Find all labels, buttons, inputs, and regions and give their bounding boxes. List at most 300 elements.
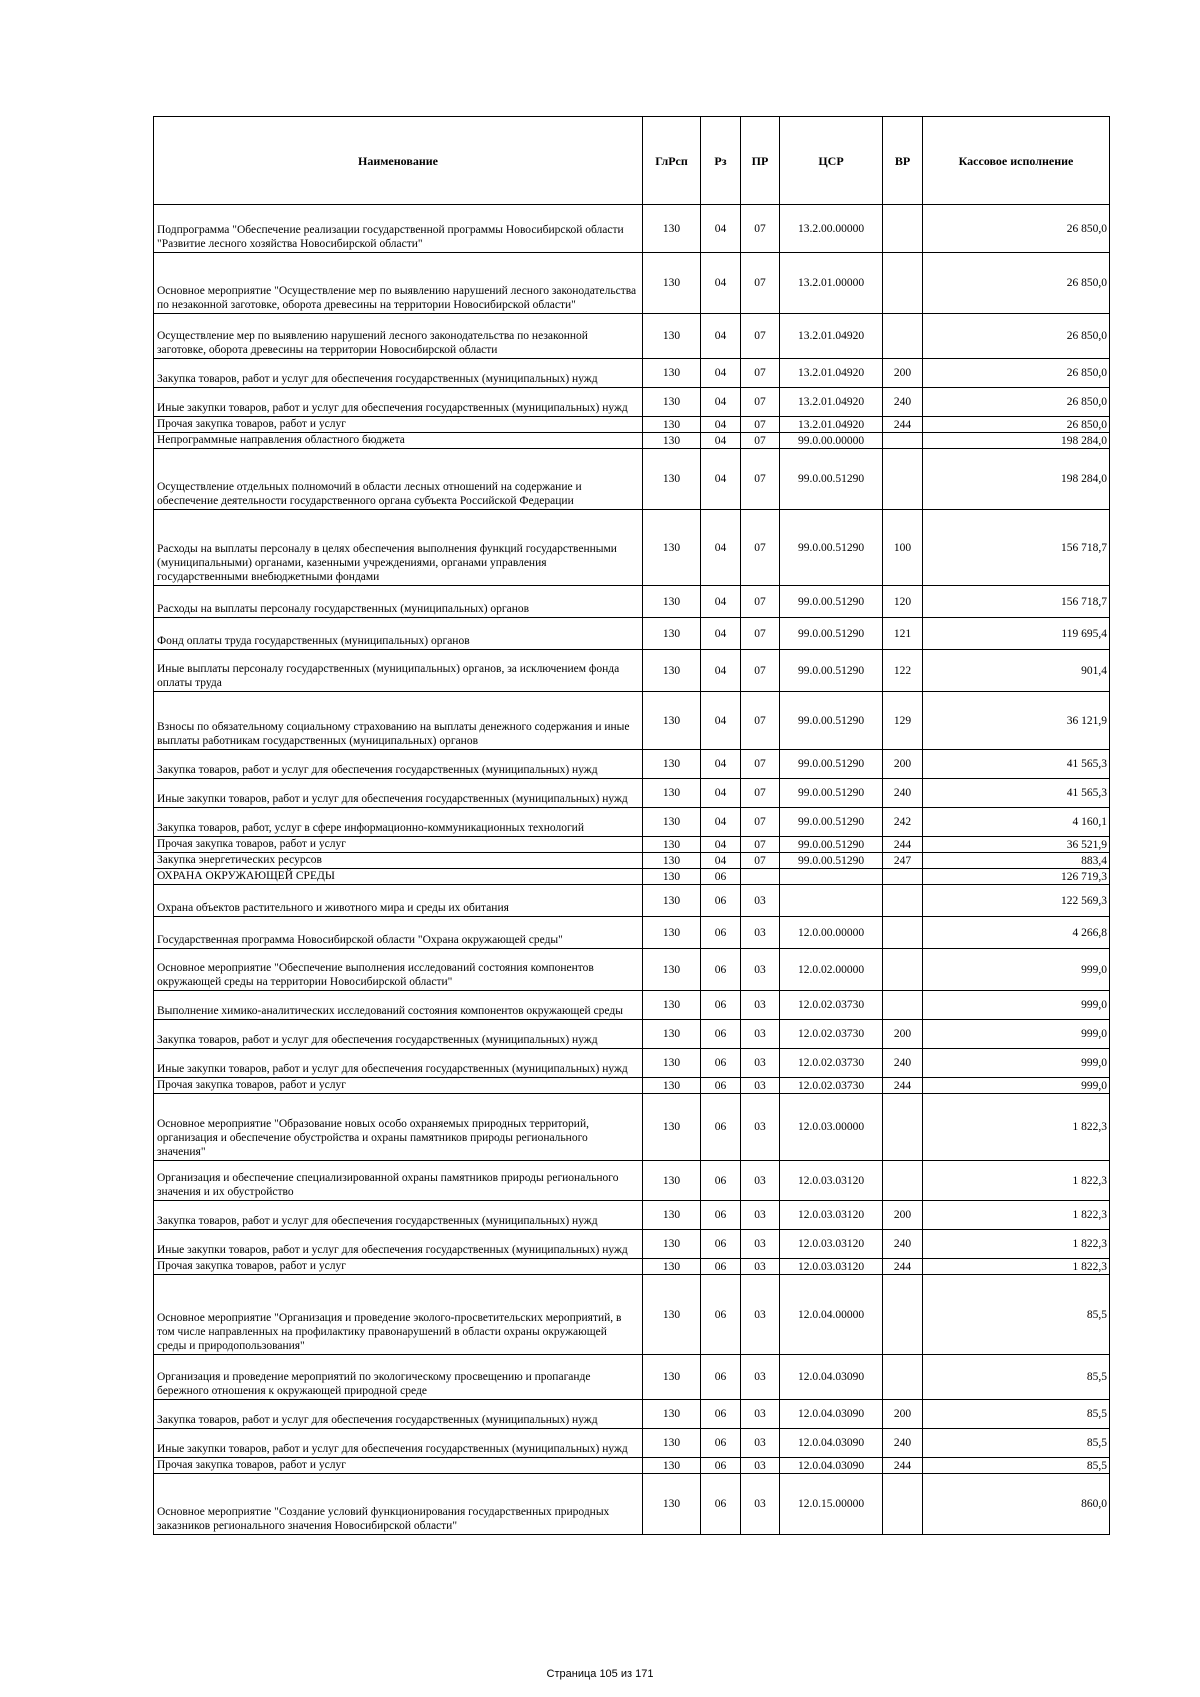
cell-csr: 99.0.00.51290 <box>780 510 883 586</box>
table-row <box>154 1275 1110 1355</box>
cell-name: Иные закупки товаров, работ и услуг для обеспечения государственных (муниципальных) нужд <box>154 388 643 417</box>
cell-rz: 06 <box>701 1429 741 1458</box>
cell-amount: 26 850,0 <box>923 205 1110 253</box>
cell-amount: 26 850,0 <box>923 253 1110 314</box>
table-row <box>154 510 1110 586</box>
cell-vr <box>883 949 923 991</box>
cell-rz: 04 <box>701 837 741 853</box>
cell-name: Фонд оплаты труда государственных (муниципальных) органов <box>154 618 643 650</box>
header-pr: ПР <box>741 117 780 205</box>
cell-glrsp: 130 <box>643 885 701 917</box>
cell-pr: 07 <box>741 750 780 779</box>
cell-pr: 07 <box>741 586 780 618</box>
table-row <box>154 885 1110 917</box>
cell-glrsp: 130 <box>643 359 701 388</box>
cell-glrsp: 130 <box>643 1429 701 1458</box>
header-rz: Рз <box>701 117 741 205</box>
cell-amount: 156 718,7 <box>923 510 1110 586</box>
cell-rz: 06 <box>701 1474 741 1535</box>
cell-pr: 03 <box>741 1429 780 1458</box>
cell-vr <box>883 1275 923 1355</box>
cell-vr: 244 <box>883 1458 923 1474</box>
table-row <box>154 917 1110 949</box>
cell-amount: 85,5 <box>923 1458 1110 1474</box>
cell-vr: 240 <box>883 1230 923 1259</box>
table-row <box>154 650 1110 692</box>
table-row <box>154 692 1110 750</box>
table-row <box>154 1201 1110 1230</box>
cell-vr <box>883 869 923 885</box>
cell-pr: 03 <box>741 949 780 991</box>
cell-pr: 03 <box>741 1094 780 1161</box>
cell-pr: 03 <box>741 1400 780 1429</box>
cell-name: Закупка товаров, работ и услуг для обеспечения государственных (муниципальных) нужд <box>154 750 643 779</box>
table-row <box>154 586 1110 618</box>
cell-csr <box>780 869 883 885</box>
cell-name: Основное мероприятие "Создание условий функционирования государственных природных заказников регионального значения Новосибирской области" <box>154 1474 643 1535</box>
cell-vr <box>883 1474 923 1535</box>
cell-vr: 242 <box>883 808 923 837</box>
cell-rz: 06 <box>701 1201 741 1230</box>
table-row <box>154 949 1110 991</box>
cell-glrsp: 130 <box>643 1259 701 1275</box>
cell-amount: 156 718,7 <box>923 586 1110 618</box>
cell-pr: 03 <box>741 1201 780 1230</box>
cell-pr: 07 <box>741 808 780 837</box>
cell-name: Иные закупки товаров, работ и услуг для обеспечения государственных (муниципальных) нужд <box>154 1049 643 1078</box>
cell-glrsp: 130 <box>643 253 701 314</box>
cell-rz: 04 <box>701 750 741 779</box>
cell-rz: 04 <box>701 779 741 808</box>
table-row <box>154 1429 1110 1458</box>
cell-glrsp: 130 <box>643 1355 701 1400</box>
cell-name: Иные закупки товаров, работ и услуг для обеспечения государственных (муниципальных) нужд <box>154 1230 643 1259</box>
cell-pr: 03 <box>741 1474 780 1535</box>
cell-amount: 999,0 <box>923 1020 1110 1049</box>
cell-rz: 04 <box>701 692 741 750</box>
cell-glrsp: 130 <box>643 750 701 779</box>
cell-vr <box>883 917 923 949</box>
cell-rz: 06 <box>701 1094 741 1161</box>
cell-rz: 04 <box>701 510 741 586</box>
cell-csr: 13.2.01.04920 <box>780 417 883 433</box>
cell-glrsp: 130 <box>643 779 701 808</box>
cell-amount: 860,0 <box>923 1474 1110 1535</box>
cell-amount: 1 822,3 <box>923 1161 1110 1201</box>
cell-csr: 13.2.01.04920 <box>780 359 883 388</box>
cell-vr: 244 <box>883 1259 923 1275</box>
cell-pr: 07 <box>741 837 780 853</box>
table-row <box>154 869 1110 885</box>
cell-vr <box>883 991 923 1020</box>
cell-amount: 41 565,3 <box>923 750 1110 779</box>
cell-vr: 240 <box>883 1049 923 1078</box>
table-body <box>154 205 1110 1535</box>
cell-glrsp: 130 <box>643 1275 701 1355</box>
cell-vr: 200 <box>883 359 923 388</box>
cell-csr: 99.0.00.51290 <box>780 692 883 750</box>
cell-csr: 12.0.02.03730 <box>780 1020 883 1049</box>
cell-glrsp: 130 <box>643 991 701 1020</box>
cell-vr <box>883 885 923 917</box>
table-row <box>154 253 1110 314</box>
cell-pr: 07 <box>741 314 780 359</box>
cell-rz: 06 <box>701 1230 741 1259</box>
cell-csr: 12.0.04.03090 <box>780 1355 883 1400</box>
cell-glrsp: 130 <box>643 869 701 885</box>
table-row <box>154 388 1110 417</box>
cell-vr: 122 <box>883 650 923 692</box>
table-row <box>154 618 1110 650</box>
table-row <box>154 1259 1110 1275</box>
cell-rz: 04 <box>701 205 741 253</box>
cell-glrsp: 130 <box>643 433 701 449</box>
cell-name: Закупка товаров, работ и услуг для обеспечения государственных (муниципальных) нужд <box>154 359 643 388</box>
cell-name: Непрограммные направления областного бюджета <box>154 433 643 449</box>
cell-pr: 07 <box>741 779 780 808</box>
cell-pr: 03 <box>741 1259 780 1275</box>
cell-amount: 1 822,3 <box>923 1230 1110 1259</box>
table-header-row <box>154 117 1110 205</box>
cell-amount: 36 521,9 <box>923 837 1110 853</box>
cell-pr: 03 <box>741 1049 780 1078</box>
cell-rz: 04 <box>701 618 741 650</box>
cell-name: Расходы на выплаты персоналу в целях обеспечения выполнения функций государственными (муниципальными) органами, казенными учреждениями, органами управления государственными внебюджетными фондами <box>154 510 643 586</box>
cell-amount: 999,0 <box>923 1078 1110 1094</box>
cell-name: Охрана объектов растительного и животного мира и среды их обитания <box>154 885 643 917</box>
cell-rz: 06 <box>701 1078 741 1094</box>
cell-vr: 240 <box>883 779 923 808</box>
cell-csr: 99.0.00.51290 <box>780 586 883 618</box>
cell-rz: 04 <box>701 253 741 314</box>
cell-csr: 12.0.02.03730 <box>780 1049 883 1078</box>
cell-vr: 129 <box>883 692 923 750</box>
cell-vr <box>883 253 923 314</box>
cell-csr: 99.0.00.51290 <box>780 750 883 779</box>
table-row <box>154 853 1110 869</box>
cell-name: Прочая закупка товаров, работ и услуг <box>154 417 643 433</box>
cell-csr: 12.0.03.03120 <box>780 1230 883 1259</box>
cell-vr: 244 <box>883 417 923 433</box>
cell-csr: 99.0.00.51290 <box>780 837 883 853</box>
cell-csr: 99.0.00.51290 <box>780 449 883 510</box>
cell-glrsp: 130 <box>643 1201 701 1230</box>
cell-pr <box>741 869 780 885</box>
cell-csr: 12.0.15.00000 <box>780 1474 883 1535</box>
cell-glrsp: 130 <box>643 1230 701 1259</box>
cell-rz: 06 <box>701 1259 741 1275</box>
cell-name: Осуществление мер по выявлению нарушений лесного законодательства по незаконной заготовке, оборота древесины на территории Новосибирской области <box>154 314 643 359</box>
cell-csr: 13.2.01.04920 <box>780 388 883 417</box>
cell-name: Основное мероприятие "Образование новых особо охраняемых природных территорий, организация и обеспечение обустройства и охраны памятников природы регионального значения" <box>154 1094 643 1161</box>
cell-amount: 1 822,3 <box>923 1259 1110 1275</box>
cell-amount: 999,0 <box>923 991 1110 1020</box>
cell-vr <box>883 205 923 253</box>
cell-rz: 06 <box>701 949 741 991</box>
cell-pr: 07 <box>741 359 780 388</box>
cell-pr: 07 <box>741 253 780 314</box>
table-row <box>154 1474 1110 1535</box>
cell-pr: 03 <box>741 991 780 1020</box>
cell-vr: 244 <box>883 1078 923 1094</box>
table-row <box>154 1355 1110 1400</box>
table-row <box>154 837 1110 853</box>
cell-amount: 26 850,0 <box>923 314 1110 359</box>
cell-pr: 03 <box>741 1078 780 1094</box>
cell-glrsp: 130 <box>643 1400 701 1429</box>
table-row <box>154 449 1110 510</box>
cell-pr: 07 <box>741 388 780 417</box>
cell-name: Прочая закупка товаров, работ и услуг <box>154 1259 643 1275</box>
cell-csr: 12.0.02.00000 <box>780 949 883 991</box>
cell-amount: 122 569,3 <box>923 885 1110 917</box>
cell-glrsp: 130 <box>643 650 701 692</box>
cell-pr: 07 <box>741 449 780 510</box>
cell-amount: 126 719,3 <box>923 869 1110 885</box>
header-name: Наименование <box>154 117 643 205</box>
cell-amount: 85,5 <box>923 1429 1110 1458</box>
cell-csr: 12.0.03.03120 <box>780 1259 883 1275</box>
cell-pr: 03 <box>741 1161 780 1201</box>
cell-name: Основное мероприятие "Осуществление мер по выявлению нарушений лесного законодательства по незаконной заготовке, оборота древесины на территории Новосибирской области" <box>154 253 643 314</box>
cell-vr: 200 <box>883 750 923 779</box>
cell-amount: 85,5 <box>923 1400 1110 1429</box>
cell-name: Прочая закупка товаров, работ и услуг <box>154 1458 643 1474</box>
cell-csr <box>780 885 883 917</box>
cell-glrsp: 130 <box>643 1458 701 1474</box>
cell-amount: 36 121,9 <box>923 692 1110 750</box>
page-number: Страница 105 из 171 <box>546 1668 654 1680</box>
cell-pr: 03 <box>741 1355 780 1400</box>
cell-csr: 13.2.01.00000 <box>780 253 883 314</box>
cell-glrsp: 130 <box>643 917 701 949</box>
cell-rz: 06 <box>701 991 741 1020</box>
cell-pr: 03 <box>741 1275 780 1355</box>
cell-csr: 99.0.00.51290 <box>780 650 883 692</box>
cell-csr: 99.0.00.51290 <box>780 808 883 837</box>
cell-csr: 12.0.03.00000 <box>780 1094 883 1161</box>
cell-glrsp: 130 <box>643 1474 701 1535</box>
table-row <box>154 1094 1110 1161</box>
header-amount: Кассовое исполнение <box>923 117 1110 205</box>
cell-rz: 06 <box>701 917 741 949</box>
cell-name: Государственная программа Новосибирской области "Охрана окружающей среды" <box>154 917 643 949</box>
cell-rz: 04 <box>701 808 741 837</box>
cell-amount: 119 695,4 <box>923 618 1110 650</box>
cell-glrsp: 130 <box>643 1161 701 1201</box>
cell-amount: 999,0 <box>923 1049 1110 1078</box>
cell-pr: 07 <box>741 510 780 586</box>
cell-rz: 06 <box>701 1400 741 1429</box>
cell-name: Закупка товаров, работ и услуг для обеспечения государственных (муниципальных) нужд <box>154 1020 643 1049</box>
cell-vr: 247 <box>883 853 923 869</box>
cell-pr: 07 <box>741 853 780 869</box>
cell-amount: 26 850,0 <box>923 388 1110 417</box>
cell-name: Осуществление отдельных полномочий в области лесных отношений на содержание и обеспечение деятельности государственного органа субъекта Российской Федерации <box>154 449 643 510</box>
cell-glrsp: 130 <box>643 205 701 253</box>
cell-name: Закупка товаров, работ, услуг в сфере информационно-коммуникационных технологий <box>154 808 643 837</box>
cell-csr: 12.0.04.03090 <box>780 1429 883 1458</box>
cell-name: Расходы на выплаты персоналу государственных (муниципальных) органов <box>154 586 643 618</box>
cell-csr: 99.0.00.51290 <box>780 779 883 808</box>
cell-csr: 12.0.02.03730 <box>780 1078 883 1094</box>
cell-name: Выполнение химико-аналитических исследований состояния компонентов окружающей среды <box>154 991 643 1020</box>
cell-pr: 07 <box>741 650 780 692</box>
cell-vr: 240 <box>883 388 923 417</box>
cell-amount: 41 565,3 <box>923 779 1110 808</box>
cell-pr: 03 <box>741 1458 780 1474</box>
cell-glrsp: 130 <box>643 837 701 853</box>
cell-csr: 12.0.02.03730 <box>780 991 883 1020</box>
cell-glrsp: 130 <box>643 314 701 359</box>
cell-csr: 12.0.00.00000 <box>780 917 883 949</box>
cell-vr: 120 <box>883 586 923 618</box>
cell-rz: 04 <box>701 586 741 618</box>
cell-name: Иные закупки товаров, работ и услуг для обеспечения государственных (муниципальных) нужд <box>154 779 643 808</box>
table-row <box>154 359 1110 388</box>
header-csr: ЦСР <box>780 117 883 205</box>
cell-name: Основное мероприятие "Организация и проведение эколого-просветительских мероприятий, в том числе направленных на профилактику правонарушений в области охраны окружающей среды и природопользования" <box>154 1275 643 1355</box>
table-row <box>154 314 1110 359</box>
cell-pr: 03 <box>741 1020 780 1049</box>
cell-rz: 06 <box>701 1020 741 1049</box>
table-row <box>154 750 1110 779</box>
cell-name: Прочая закупка товаров, работ и услуг <box>154 837 643 853</box>
cell-rz: 04 <box>701 388 741 417</box>
cell-pr: 07 <box>741 618 780 650</box>
cell-pr: 07 <box>741 417 780 433</box>
cell-amount: 26 850,0 <box>923 417 1110 433</box>
cell-rz: 04 <box>701 314 741 359</box>
cell-pr: 03 <box>741 917 780 949</box>
cell-glrsp: 130 <box>643 586 701 618</box>
cell-glrsp: 130 <box>643 449 701 510</box>
cell-rz: 06 <box>701 1161 741 1201</box>
table-row <box>154 433 1110 449</box>
cell-glrsp: 130 <box>643 692 701 750</box>
cell-glrsp: 130 <box>643 808 701 837</box>
cell-rz: 06 <box>701 1458 741 1474</box>
cell-name: Организация и обеспечение специализированной охраны памятников природы регионального значения и их обустройство <box>154 1161 643 1201</box>
cell-csr: 99.0.00.00000 <box>780 433 883 449</box>
cell-pr: 07 <box>741 205 780 253</box>
cell-amount: 999,0 <box>923 949 1110 991</box>
table-row <box>154 1230 1110 1259</box>
table-row <box>154 1400 1110 1429</box>
cell-glrsp: 130 <box>643 1094 701 1161</box>
cell-pr: 03 <box>741 885 780 917</box>
cell-glrsp: 130 <box>643 388 701 417</box>
cell-name: Закупка товаров, работ и услуг для обеспечения государственных (муниципальных) нужд <box>154 1400 643 1429</box>
cell-name: Иные закупки товаров, работ и услуг для обеспечения государственных (муниципальных) нужд <box>154 1429 643 1458</box>
table-row <box>154 1161 1110 1201</box>
cell-vr: 200 <box>883 1201 923 1230</box>
header-glrsp: ГлРсп <box>643 117 701 205</box>
cell-csr: 99.0.00.51290 <box>780 618 883 650</box>
budget-table <box>153 116 1110 1535</box>
cell-name: Организация и проведение мероприятий по экологическому просвещению и пропаганде бережного отношения к окружающей природной среде <box>154 1355 643 1400</box>
cell-rz: 06 <box>701 869 741 885</box>
cell-name: Основное мероприятие "Обеспечение выполнения исследований состояния компонентов окружающей среды на территории Новосибирской области" <box>154 949 643 991</box>
cell-rz: 04 <box>701 433 741 449</box>
cell-amount: 198 284,0 <box>923 449 1110 510</box>
cell-glrsp: 130 <box>643 1020 701 1049</box>
cell-name: Прочая закупка товаров, работ и услуг <box>154 1078 643 1094</box>
cell-amount: 26 850,0 <box>923 359 1110 388</box>
cell-glrsp: 130 <box>643 1078 701 1094</box>
cell-glrsp: 130 <box>643 949 701 991</box>
cell-vr <box>883 1161 923 1201</box>
cell-csr: 12.0.04.03090 <box>780 1458 883 1474</box>
table-row <box>154 417 1110 433</box>
cell-vr <box>883 1094 923 1161</box>
cell-name: Подпрограмма "Обеспечение реализации государственной программы Новосибирской области "Развитие лесного хозяйства Новосибирской области" <box>154 205 643 253</box>
cell-name: ОХРАНА ОКРУЖАЮЩЕЙ СРЕДЫ <box>154 869 643 885</box>
cell-amount: 4 266,8 <box>923 917 1110 949</box>
cell-rz: 04 <box>701 417 741 433</box>
cell-amount: 1 822,3 <box>923 1094 1110 1161</box>
cell-csr: 13.2.01.04920 <box>780 314 883 359</box>
cell-vr <box>883 449 923 510</box>
table-row <box>154 779 1110 808</box>
cell-amount: 901,4 <box>923 650 1110 692</box>
cell-csr: 12.0.03.03120 <box>780 1201 883 1230</box>
cell-vr <box>883 433 923 449</box>
cell-amount: 4 160,1 <box>923 808 1110 837</box>
cell-glrsp: 130 <box>643 618 701 650</box>
cell-name: Взносы по обязательному социальному страхованию на выплаты денежного содержания и иные выплаты работникам государственных (муниципальных) органов <box>154 692 643 750</box>
cell-amount: 85,5 <box>923 1355 1110 1400</box>
cell-rz: 04 <box>701 449 741 510</box>
cell-amount: 883,4 <box>923 853 1110 869</box>
cell-rz: 06 <box>701 885 741 917</box>
cell-csr: 12.0.04.03090 <box>780 1400 883 1429</box>
cell-vr <box>883 314 923 359</box>
cell-rz: 04 <box>701 359 741 388</box>
cell-name: Закупка энергетических ресурсов <box>154 853 643 869</box>
cell-pr: 07 <box>741 433 780 449</box>
cell-rz: 06 <box>701 1355 741 1400</box>
cell-rz: 06 <box>701 1049 741 1078</box>
table-row <box>154 1020 1110 1049</box>
cell-vr: 244 <box>883 837 923 853</box>
cell-rz: 04 <box>701 853 741 869</box>
table-row <box>154 1458 1110 1474</box>
cell-csr: 12.0.03.03120 <box>780 1161 883 1201</box>
cell-glrsp: 130 <box>643 510 701 586</box>
cell-glrsp: 130 <box>643 417 701 433</box>
cell-amount: 1 822,3 <box>923 1201 1110 1230</box>
cell-vr <box>883 1355 923 1400</box>
cell-rz: 04 <box>701 650 741 692</box>
cell-vr: 121 <box>883 618 923 650</box>
table-row <box>154 205 1110 253</box>
cell-name: Иные выплаты персоналу государственных (муниципальных) органов, за исключением фонда оплаты труда <box>154 650 643 692</box>
cell-rz: 06 <box>701 1275 741 1355</box>
cell-vr: 240 <box>883 1429 923 1458</box>
cell-csr: 13.2.00.00000 <box>780 205 883 253</box>
cell-amount: 85,5 <box>923 1275 1110 1355</box>
cell-vr: 200 <box>883 1400 923 1429</box>
cell-pr: 03 <box>741 1230 780 1259</box>
cell-csr: 12.0.04.00000 <box>780 1275 883 1355</box>
table-row <box>154 991 1110 1020</box>
table-row <box>154 808 1110 837</box>
table-row <box>154 1078 1110 1094</box>
header-vr: ВР <box>883 117 923 205</box>
cell-vr: 200 <box>883 1020 923 1049</box>
cell-glrsp: 130 <box>643 853 701 869</box>
